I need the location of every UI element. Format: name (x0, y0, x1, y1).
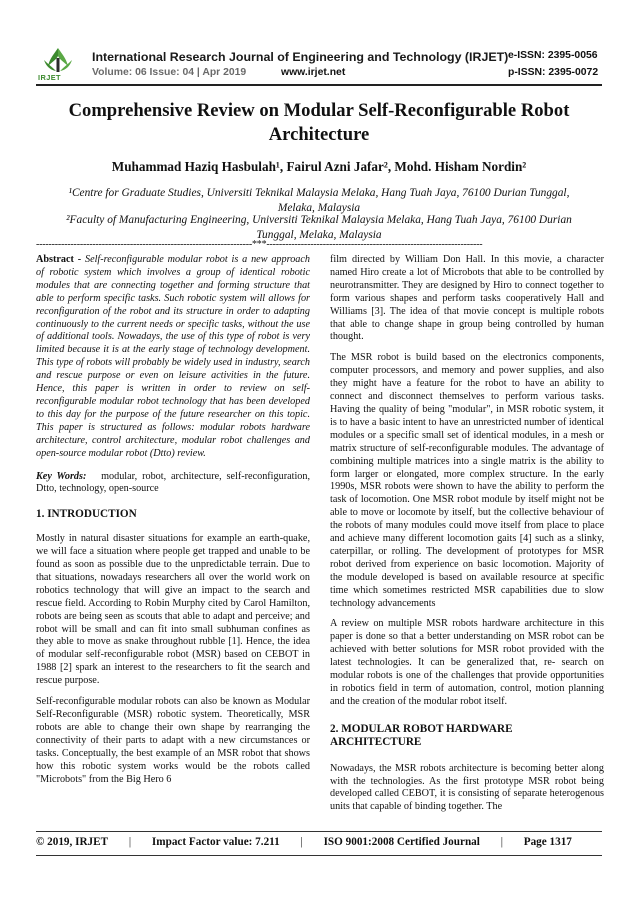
volume-issue: Volume: 06 Issue: 04 | Apr 2019 (92, 67, 247, 78)
intro-paragraph-1: Mostly in natural disaster situations for example an earth-quake, we will face a situation where people get trapped and unable to be found as soon as possible due to the unpredictable terrain. Due to that situations, nowadays researchers all over the world work on robotics technology that will give an impact to the search and rescue field. According to Robin Murphy cited by Carol Hamilton, robots are being seen as scouts that able to adapt and perceive; and robot will be small and can fit into small subhuman confines as they able to move as snake throughout rubble [1]. Hence, the idea of modular self-reconfigurable robot (MSR) based on CEBOT in 1988 [2] spark an interest to the researchers to fit the search and rescue purpose. (36, 533, 310, 687)
footer-divider: | (500, 836, 503, 848)
footer-bottom-rule (36, 855, 602, 856)
journal-name: International Research Journal of Engineering and Technology (IRJET) (92, 50, 509, 64)
footer-divider: | (300, 836, 303, 848)
footer-copyright: © 2019, IRJET (36, 836, 109, 848)
right-column (330, 254, 604, 822)
footer-top-rule (36, 831, 602, 832)
hardware-paragraph-1: Nowadays, the MSR robots architecture is becoming better along with the technologies. As the first prototype MSR robot being developed called CEBOT, it is consisting of separate heterogenous units that capable of binding together. The (330, 762, 604, 813)
journal-header (0, 0, 638, 90)
affiliation-1: ¹Centre for Graduate Studies, Universiti Teknikal Malaysia Melaka, Hang Tuah Jaya, 76100 Durian Tunggal, Melaka, Malaysia (68, 187, 570, 214)
paper-title: Comprehensive Review on Modular Self-Reconfigurable Robot Architecture (68, 100, 570, 145)
section-heading-hardware: 2. MODULAR ROBOT HARDWARE ARCHITECTURE (330, 722, 513, 748)
abstract (36, 254, 310, 461)
section-heading-introduction: 1. INTRODUCTION (36, 508, 137, 521)
body-paragraph-1: film directed by William Don Hall. In this movie, a character named Hiro create a lot of Microbots that able to be controlled by neurotransmitter. They are designed by Hiro to connect together to form various shapes and perform tasks cooperatively Hall and Williams [3]. The idea of that movie concept is multiple robots that able to change shape in group being controlled by human thought. (330, 254, 604, 343)
e-issn: e-ISSN: 2395-0056 (508, 50, 598, 61)
footer-iso: ISO 9001:2008 Certified Journal (323, 836, 480, 848)
journal-website-link[interactable]: www.irjet.net (281, 67, 346, 78)
author-list: Muhammad Haziq Hasbulah¹, Fairul Azni Jafar², Mohd. Hisham Nordin² (111, 159, 527, 174)
abstract-text: Self-reconfigurable modular robot is a new approach of robotic system which involves a group of identical robotic modules that are connecting together and forming structure that able to perform specific tasks. Such robotic system will allows for reconfiguration of the robot and its structure in order to adapting continuously to the current needs or specific tasks, without the use of additional tools. Nowadays, the use of this type of robot is very limited because it is at the early stage of technology development. This type of robots will probably be widely used in industry, search and rescue purpose or even on leisure activities in the future. Hence, this paper is written in order to review on self-reconfigurable modular robot technology that has been developed to this day for the purpose of the future researcher on this topic. This paper is structured as follows: modular robots hardware architecture, control architecture, modular robot challenges and open-source modular robot (Dtto) review. (36, 254, 310, 459)
footer-page-number: Page 1317 (523, 836, 572, 848)
body-paragraph-3: A review on multiple MSR robots hardware architecture in this paper is done so that a better understanding on MSR robot can be achieved with better solutions for MSR robot provided with the latest technologies. It can be generalized that, re- search on modular robots is one of the challenges that provide opportunities in robotics field in term of automation, control, motion planning and the creation of the modular robot itself. (330, 618, 604, 707)
keywords (36, 471, 310, 497)
logo-text: IRJET (38, 73, 61, 82)
footer-divider: | (128, 836, 132, 848)
abstract-label: Abstract - (36, 254, 82, 265)
keywords-label: Key Words: (36, 470, 87, 482)
left-column (36, 254, 310, 794)
p-issn: p-ISSN: 2395-0072 (508, 67, 599, 78)
footer-impact-factor: Impact Factor value: 7.211 (151, 836, 280, 848)
affiliation-2: ²Faculty of Manufacturing Engineering, Universiti Teknikal Malaysia Melaka, Hang Tuah Jaya, 76100 Durian Tunggal, Melaka, Malaysia (66, 214, 572, 241)
page-footer (36, 836, 602, 848)
body-paragraph-2: The MSR robot is build based on the electronics components, computer processors, and memory and power supplies, and also they might have a feature for the robot to have an ability to connect and disconnect themselves to perform various tasks. Having the quality of being "modular", in MSR robotic system, it is to have a basic intent to have an unrestricted number of identical modules or a specific small set of identical modules, in a mesh or matrix structure of self-reconfigurable modules. The advantage of combining multiple matrices into a single matrix is the ability to form larger or elongated, more complex structure. In the early 1990s, MSR robots were shown to have the ability to perform the task of locomotion. One MSR robot module by itself might not be able to move or locomote by itself, but the collective behaviour of the robots of many modules could move itself from place to place and achieve many different locomotion gaits [4] such as a slinky, caterpillar, or rolling. The development of prototypes for MSR robot derived from experience on basic locomotion. Majority of the module developed is based on available resource at specific time which sometimes restricted MSR capabilities due to slow technology advancements (330, 352, 604, 609)
section-separator: ---------------------------------------------------------------------***--------------------------------------------------------------------- (36, 239, 483, 250)
keywords-text: modular, robot, architecture, self-reconfiguration, Dtto, technology, open-source (36, 470, 311, 495)
header-divider (36, 84, 602, 86)
intro-paragraph-2: Self-reconfigurable modular robots can also be known as Modular Self-Reconfigurable (MSR) robotic system. Theoretically, MSR robots are able to change their own shape by rearranging the connectivity of their parts to adapt with a new circumstances or tasks. Conceptually, the best example of an MSR robot that shows how this robotic system works would be the robots called "Microbots" from the Big Hero 6 (36, 696, 310, 785)
